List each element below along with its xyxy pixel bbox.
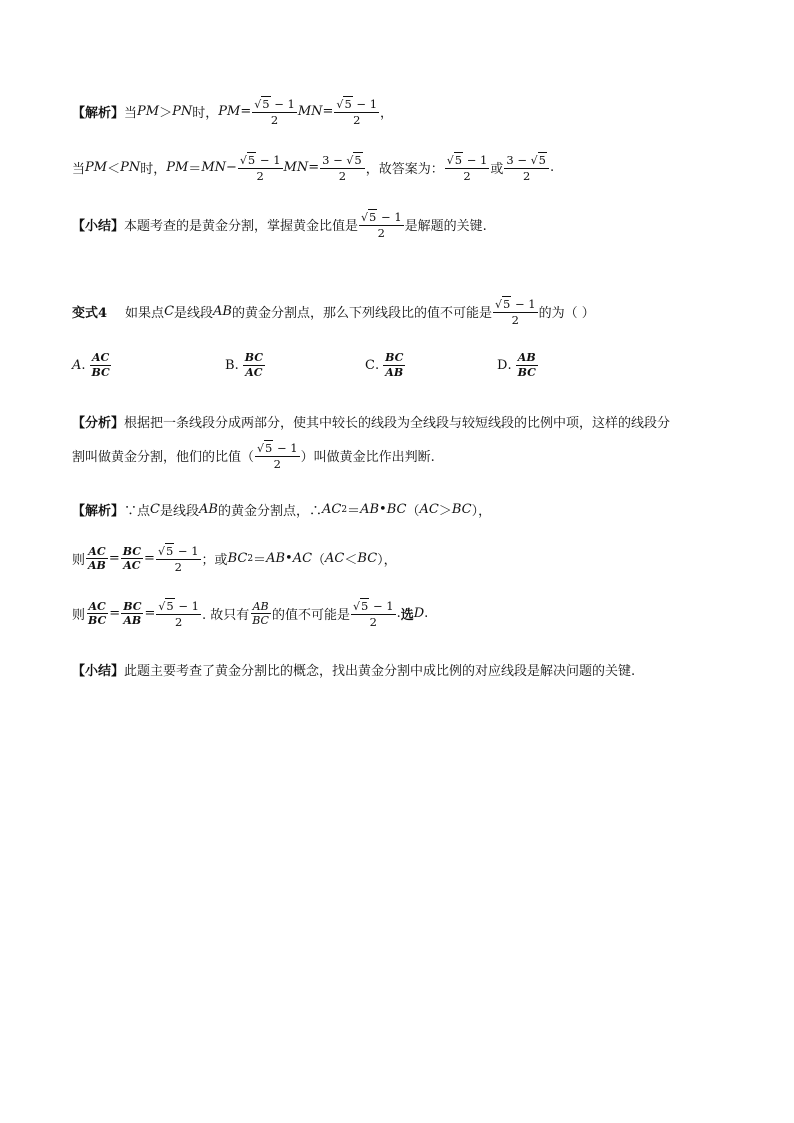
fraction-three-minus-sqrt5: $\frac{3 - √5}{2}$ — [504, 154, 549, 182]
analysis-tag: 【分析】 — [72, 416, 125, 431]
option-d: D . $\frac{AB}{BC}$ — [497, 351, 536, 379]
fraction-golden-ratio: $\frac{√5 - 1}{2}$ — [495, 297, 536, 327]
solution-line-5: 则 $\frac{AC}{BC}$ = $\frac{BC}{AB}$ = $\frac{√5 - 1}{2}$ . 故只有 $\frac{AB}{BC}$ 的值不可能是 $\frac{√5 - 1}{2}$ . 选 D . — [72, 599, 429, 629]
fraction-golden-ratio: $\frac{√5 - 1}{2}$ — [446, 153, 488, 183]
option-c: C . $\frac{BC}{AB}$ — [365, 351, 404, 379]
solution-line-3: 【解析】 ∵点 C 是线段 AB 的黄金分割点，∴ AC 2 ＝ AB • BC （ AC ＞ BC ）， — [72, 502, 492, 519]
question-variant-4: 变式4 如果点 C 是线段 AB 的黄金分割点，那么下列线段比的值不可能是 $\frac{√5 - 1}{2}$ 的为（ ） — [72, 297, 595, 327]
fraction-three-minus-sqrt5: $\frac{3 - √5}{2}$ — [320, 154, 365, 182]
solution-tag: 【解析】 — [72, 106, 125, 122]
option-b: B . $\frac{BC}{AC}$ — [225, 351, 263, 379]
solution-line-4: 则 $\frac{AC}{AB}$ = $\frac{BC}{AC}$ = $\frac{√5 - 1}{2}$ ；或 BC 2 ＝ AB • AC （ AC ＜ BC ）， — [72, 544, 397, 574]
fraction-golden-ratio: $\frac{√5 - 1}{2}$ — [239, 153, 281, 183]
solution-line-2: 当 PM ＜ PN 时， PM ＝ MN − $\frac{√5 - 1}{2}$ MN = $\frac{3 - √5}{2}$ ，故答案为： $\frac{√5 - 1}{2}$ 或 $\frac{3 - √5}{2}$ . — [72, 153, 555, 183]
question-number: 变式4 — [72, 306, 108, 322]
summary-line-1: 【小结】 本题考查的是黄金分割，掌握黄金比值是 $\frac{√5 - 1}{2}$ 是解题的关键. — [72, 210, 487, 240]
solution-line-1: 【解析】 当 PM ＞ PN 时， PM = $\frac{√5 - 1}{2}$ MN = $\frac{√5 - 1}{2}$ ， — [72, 97, 394, 127]
summary-tag: 【小结】 — [72, 219, 125, 235]
analysis-line-2: 割叫做黄金分割，他们的比值（ $\frac{√5 - 1}{2}$ ）叫做黄金比作出判断. — [72, 441, 435, 471]
summary-tag: 【小结】 — [72, 664, 125, 679]
fraction-golden-ratio: $\frac{√5 - 1}{2}$ — [157, 544, 199, 574]
analysis-line-1: 【分析】 根据把一条线段分成两部分，使其中较长的线段为全线段与较短线段的比例中项，这样的线段分 — [72, 412, 670, 431]
fraction-golden-ratio: $\frac{√5 - 1}{2}$ — [336, 97, 378, 127]
fraction-golden-ratio: $\frac{√5 - 1}{2}$ — [254, 97, 295, 127]
fraction-golden-ratio: $\frac{√5 - 1}{2}$ — [352, 599, 394, 629]
summary-line-2: 【小结】 此题主要考查了黄金分割比的概念，找出黄金分割中成比例的对应线段是解决问题的关键. — [72, 660, 635, 679]
solution-tag: 【解析】 — [72, 504, 125, 519]
fraction-golden-ratio: $\frac{√5 - 1}{2}$ — [257, 441, 298, 471]
fraction-golden-ratio: $\frac{√5 - 1}{2}$ — [361, 210, 402, 240]
fraction-golden-ratio: $\frac{√5 - 1}{2}$ — [158, 599, 199, 629]
option-a: A . $\frac{AC}{BC}$ — [72, 351, 110, 379]
